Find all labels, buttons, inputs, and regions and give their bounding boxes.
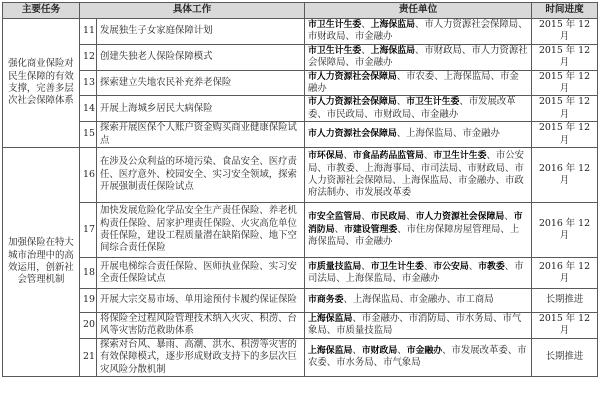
supporting-unit: 市发展改革委	[354, 187, 412, 199]
lead-unit: 市人力资源社会保障局	[308, 129, 397, 140]
supporting-unit: 市住房保障房屋管理局	[406, 223, 501, 235]
supporting-unit: 市发展改革委	[308, 96, 516, 120]
time-progress: 2015 年 12 月	[532, 313, 598, 339]
lead-unit: 市消防局	[308, 212, 523, 235]
supporting-unit: 市人力资源社会保障局	[308, 162, 524, 187]
supporting-unit: 市财政局	[308, 31, 346, 43]
responsible-units: 上海保监局、市财政局、市金融办、市发展改革委、市农委、市水务局、市气象局	[305, 338, 532, 376]
work-item: 开展上海城乡居民大病保险	[97, 96, 305, 122]
supporting-unit: 市气象局	[308, 313, 522, 337]
supporting-unit: 市质量技监局	[336, 325, 393, 337]
main-task-cell: 强化商业保险对民生保障的有效支撑，完善多层次社会保障体系	[3, 19, 80, 148]
lead-unit: 上海保监局	[308, 346, 353, 357]
supporting-unit: 市金融办	[354, 31, 393, 43]
supporting-unit: 市教委	[326, 162, 355, 174]
table-row	[3, 258, 598, 289]
supporting-unit: 市金融办	[354, 236, 393, 248]
table-body	[3, 19, 598, 377]
time-progress: 长期推进	[532, 289, 598, 313]
time-progress: 2015 年 12 月	[532, 19, 598, 45]
supporting-unit: 市工商局	[456, 294, 494, 306]
row-number: 19	[80, 289, 97, 313]
row-number: 21	[80, 338, 97, 376]
table-row	[3, 338, 598, 376]
time-progress: 2016 年 12 月	[532, 148, 598, 203]
supporting-unit: 上海保监局	[443, 70, 491, 82]
lead-unit: 市环保局	[308, 151, 344, 162]
row-number: 11	[80, 19, 97, 45]
table-row	[3, 70, 598, 96]
supporting-unit: 上海保监局	[401, 175, 449, 187]
supporting-unit: 市人力资源社会保障局	[308, 44, 528, 69]
row-number: 12	[80, 44, 97, 70]
time-progress: 2016 年 12 月	[532, 203, 598, 258]
header-row	[3, 3, 598, 19]
time-progress: 2015 年 12 月	[532, 96, 598, 122]
row-number: 18	[80, 258, 97, 289]
work-item: 在涉及公众利益的环境污染、食品安全、医疗责任、医疗意外、校园安全、实习安全领域，探索开展强制责任保险试点	[97, 148, 305, 203]
responsible-units: 市商务委、上海保监局、市金融办、市工商局	[305, 289, 532, 313]
supporting-unit: 市消防局	[408, 313, 447, 325]
lead-unit: 市安全监管局	[308, 212, 362, 223]
responsible-units: 市人力资源社会保障局、市农委、上海保监局、市金融办	[305, 70, 532, 96]
lead-unit: 市食品药品监管局	[352, 151, 424, 162]
time-progress: 2016 年 12 月	[532, 258, 598, 289]
row-number: 15	[80, 122, 97, 148]
supporting-unit: 市水务局	[336, 357, 374, 369]
supporting-unit: 市政府法制办	[308, 175, 524, 199]
supporting-unit: 市金融办	[409, 294, 447, 306]
supporting-unit: 市公安局	[308, 150, 525, 174]
responsible-units: 市人力资源社会保障局、上海保监局、市金融办	[305, 122, 532, 148]
table-row	[3, 96, 598, 122]
lead-unit: 市质量技监局	[308, 261, 362, 272]
lead-unit: 上海保监局	[370, 45, 416, 56]
work-item: 探索开展医保个人账户资金购买商业健康保险试点	[97, 122, 305, 148]
supporting-unit: 市司法局	[420, 162, 459, 174]
supporting-unit: 市发展改革委	[451, 345, 508, 357]
lead-unit: 市卫生计生委	[433, 151, 487, 162]
row-number: 17	[80, 203, 97, 258]
supporting-unit: 市气象局	[383, 357, 421, 369]
responsible-units: 市卫生计生委、上海保监局、市人力资源社会保障局、市财政局、市金融办	[305, 19, 532, 45]
supporting-unit: 市财政局	[373, 108, 412, 120]
responsible-units: 市卫生计生委、上海保监局、市财政局、市人力资源社会保障局、市金融办	[305, 44, 532, 70]
lead-unit: 市卫生计生委	[308, 45, 362, 56]
supporting-unit: 市金融办	[401, 273, 440, 285]
row-number: 14	[80, 96, 97, 122]
row-number: 16	[80, 148, 97, 203]
lead-unit: 市民政局	[370, 212, 407, 223]
header-units: 责任单位	[305, 3, 532, 19]
lead-unit: 市金融办	[406, 346, 443, 357]
lead-unit: 市卫生计生委	[370, 261, 424, 272]
supporting-unit: 市农委	[406, 70, 435, 82]
work-item: 探索对台风、暴雨、高潮、洪水、积涝等灾害的有效保障模式，逐步形成财政支持下的多层次巨灾风险分散机制	[97, 338, 305, 376]
lead-unit: 市卫生计生委	[308, 20, 362, 30]
main-task-cell: 加强保险在特大城市治理中的高效运用，创新社会管理机制	[3, 148, 80, 377]
responsible-units: 上海保监局、市金融办、市消防局、市水务局、市气象局、市质量技监局	[305, 313, 532, 339]
lead-unit: 上海保监局	[370, 20, 416, 30]
supporting-unit: 市人力资源社会保障局	[424, 19, 519, 30]
supporting-unit: 上海保监局	[345, 273, 393, 285]
work-item: 加快发展危险化学品安全生产责任保险、养老机构责任保险、居家护理责任保险、火灾高危单位责任保险，建设工程质量潜在缺陷保险、地下空间综合责任保险	[97, 203, 305, 258]
time-progress: 2015 年 12 月	[532, 44, 598, 70]
table-row	[3, 203, 598, 258]
supporting-unit: 市金融办	[308, 70, 519, 95]
lead-unit: 市公安局	[433, 261, 469, 272]
supporting-unit: 市农委	[308, 345, 527, 369]
lead-unit: 市教委	[478, 261, 505, 272]
responsible-units: 市质量技监局、市卫生计生委、市公安局、市教委、市司法局、上海保监局、市金融办	[305, 258, 532, 289]
lead-unit: 市人力资源社会保障局	[308, 97, 397, 108]
header-work: 具体工作	[80, 3, 305, 19]
lead-unit: 市财政局	[361, 346, 398, 357]
responsible-units: 市安全监管局、市民政局、市人力资源社会保障局、市消防局、市建设管理委、市住房保障房屋管理局、上海保监局、市金融办	[305, 203, 532, 258]
table-row	[3, 19, 598, 45]
supporting-unit: 上海保监局	[308, 223, 520, 248]
time-progress: 2015 年 12 月	[532, 122, 598, 148]
supporting-unit: 市财政局	[424, 44, 462, 56]
supporting-unit: 市水务局	[455, 313, 494, 325]
supporting-unit: 市金融办	[354, 57, 393, 69]
supporting-unit: 市金融办	[361, 313, 400, 325]
lead-unit: 市卫生计生委	[406, 97, 460, 108]
lead-unit: 市建设管理委	[344, 224, 398, 235]
work-item: 创建失独老人保险保障模式	[97, 44, 305, 70]
table-row	[3, 313, 598, 339]
table-row	[3, 122, 598, 148]
supporting-unit: 上海海事局	[364, 162, 412, 174]
supporting-unit: 上海保监局	[352, 294, 400, 306]
task-table	[2, 2, 598, 377]
supporting-unit: 市金融办	[462, 128, 500, 140]
supporting-unit: 市金融办	[420, 108, 459, 120]
time-progress: 长期推进	[532, 338, 598, 376]
supporting-unit: 市金融办	[458, 175, 496, 187]
header-task: 主要任务	[3, 3, 80, 19]
supporting-unit: 上海保监局	[406, 128, 454, 140]
lead-unit: 市商务委	[308, 295, 344, 306]
time-progress: 2015 年 12 月	[532, 70, 598, 96]
row-number: 13	[80, 70, 97, 96]
lead-unit: 市人力资源社会保障局	[415, 212, 505, 223]
work-item: 探索建立失地农民补充养老保险	[97, 70, 305, 96]
work-item: 开展大宗交易市场、单用途预付卡履约保证保险	[97, 289, 305, 313]
row-number: 20	[80, 313, 97, 339]
supporting-unit: 市民政局	[326, 108, 365, 120]
table-row	[3, 289, 598, 313]
supporting-unit: 市财政局	[467, 162, 506, 174]
work-item: 将保险全过程风险管理技术纳入火灾、积涝、台风等灾害防范救助体系	[97, 313, 305, 339]
lead-unit: 上海保监局	[308, 314, 353, 325]
work-item: 发展独生子女家庭保障计划	[97, 19, 305, 45]
table-row	[3, 44, 598, 70]
supporting-unit: 市司法局	[308, 260, 524, 285]
lead-unit: 市人力资源社会保障局	[308, 71, 397, 82]
responsible-units: 市环保局、市食品药品监管局、市卫生计生委、市公安局、市教委、上海海事局、市司法局、市财政局、市人力资源社会保障局、上海保监局、市金融办、市政府法制办、市发展改革委	[305, 148, 532, 203]
table-row	[3, 148, 598, 203]
work-item: 开展电梯综合责任保险、医师执业保险、实习安全责任保险试点	[97, 258, 305, 289]
header-time: 时间进度	[532, 3, 598, 19]
responsible-units: 市人力资源社会保障局、市卫生计生委、市发展改革委、市民政局、市财政局、市金融办	[305, 96, 532, 122]
